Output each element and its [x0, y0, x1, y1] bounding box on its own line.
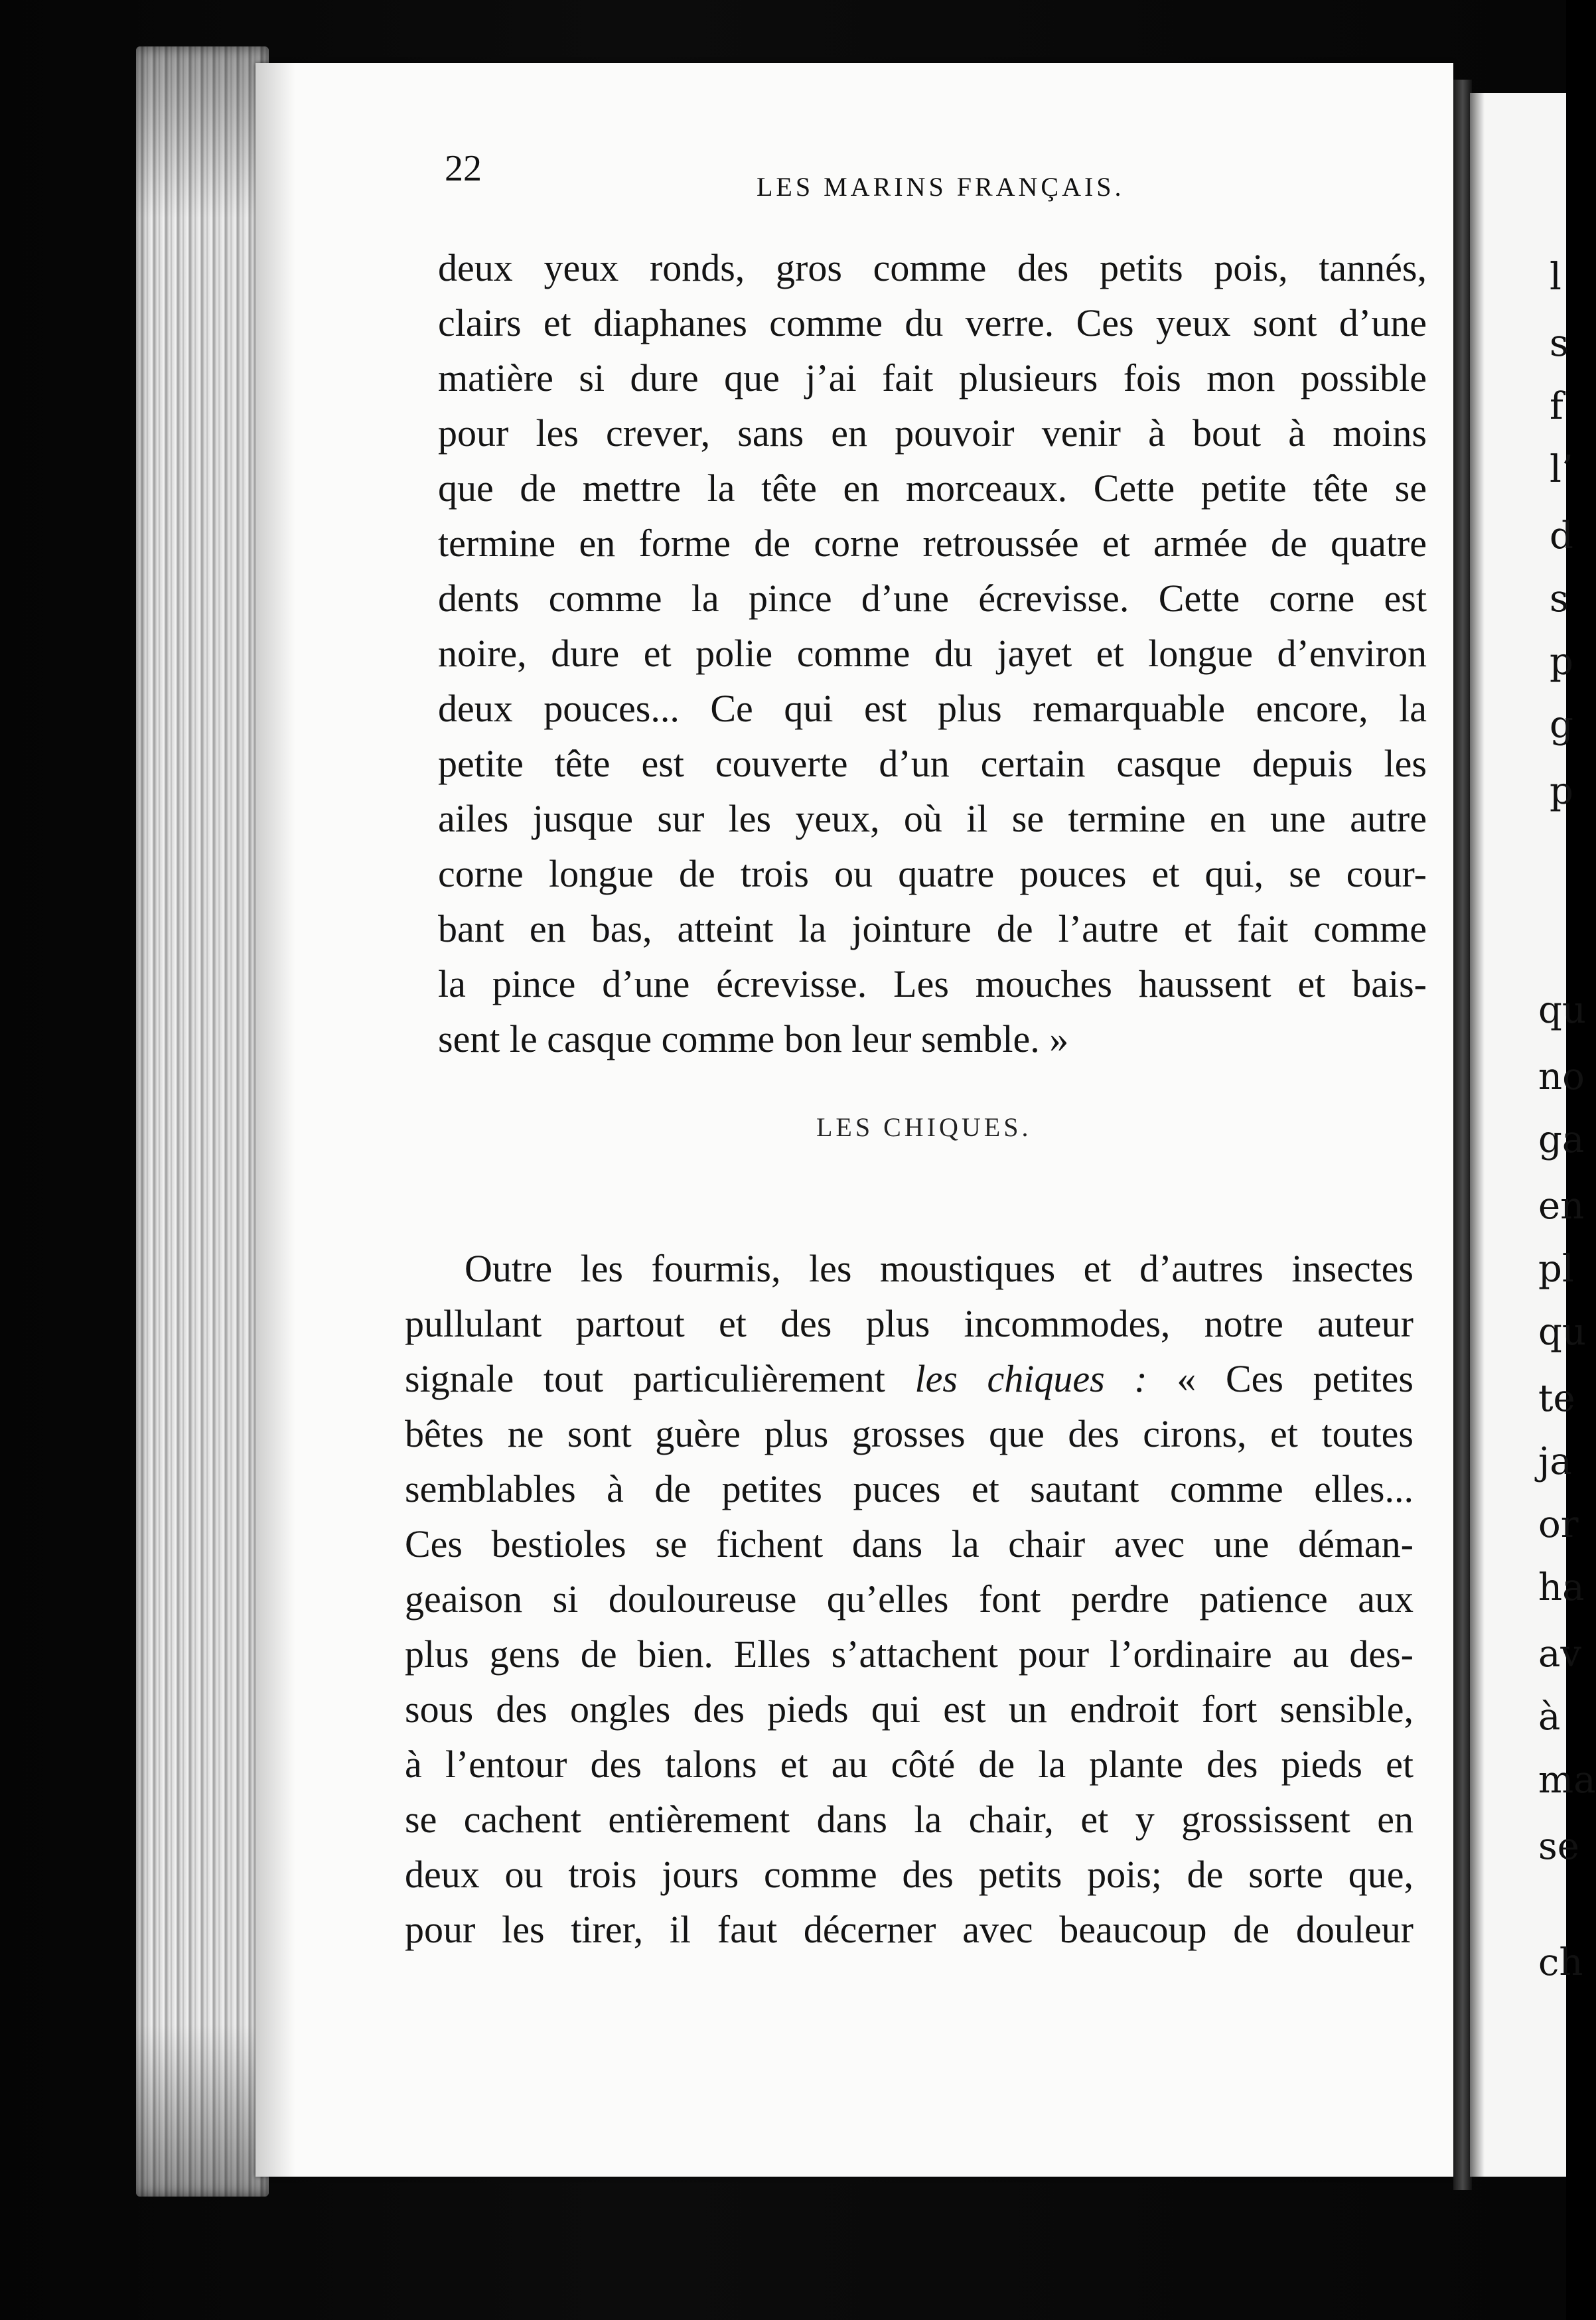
text-line: bant en bas, atteint la jointure de l’autre et fait comme — [438, 907, 1427, 950]
text-line: matière si dure que j’ai fait plusieurs fois mon possible — [438, 356, 1427, 399]
text-line: semblables à de petites puces et sautant comme elles... — [405, 1467, 1414, 1510]
book-gutter — [1453, 80, 1472, 2190]
paragraph-chiques — [405, 1241, 1414, 1957]
text-line: dents comme la pince d’une écrevisse. Cette corne est — [438, 577, 1427, 620]
text-line: ailes jusque sur les yeux, où il se termine en une autre — [438, 797, 1427, 840]
text-line: corne longue de trois ou quatre pouces et qui, se cour- — [438, 852, 1427, 895]
text-line: la pince d’une écrevisse. Les mouches haussent et bais- — [438, 962, 1427, 1005]
text-line: clairs et diaphanes comme du verre. Ces yeux sont d’une — [438, 301, 1427, 344]
text-line: pour les tirer, il faut décerner avec beaucoup de douleur — [405, 1908, 1414, 1951]
facing-page-fragment: l’ — [1550, 448, 1573, 491]
text-line: deux yeux ronds, gros comme des petits pois, tannés, — [438, 246, 1427, 289]
text-segment: « Ces petites — [1147, 1357, 1414, 1400]
text-line: termine en forme de corne retroussée et armée de quatre — [438, 522, 1427, 565]
running-title: LES MARINS FRANÇAIS. — [757, 172, 1125, 202]
text-line: que de mettre la tête en morceaux. Cette petite tête se — [438, 467, 1427, 510]
facing-page-fragment: d — [1550, 514, 1573, 557]
text-line: à l’entour des talons et au côté de la plante des pieds et — [405, 1743, 1414, 1786]
facing-page-fragment: s — [1550, 322, 1569, 365]
facing-page-fragment: ch — [1538, 1941, 1583, 1984]
text-line: pour les crever, sans en pouvoir venir à bout à moins — [438, 411, 1427, 455]
section-title: LES CHIQUES. — [816, 1112, 1032, 1142]
facing-page-fragment: s — [1550, 577, 1569, 620]
facing-page-fragment: ha — [1538, 1566, 1585, 1609]
facing-page-fragment: p — [1550, 640, 1573, 684]
facing-page-fragment: qu — [1538, 989, 1586, 1032]
text-line: Outre les fourmis, les moustiques et d’autres insectes — [465, 1247, 1414, 1290]
text-line: deux ou trois jours comme des petits pois; de sorte que, — [405, 1853, 1414, 1896]
text-line: noire, dure et polie comme du jayet et longue d’environ — [438, 632, 1427, 675]
facing-page-fragment: à — [1538, 1696, 1561, 1739]
paragraph-continuation — [438, 240, 1427, 1066]
facing-page-fragment: ja — [1538, 1440, 1572, 1483]
text-segment: signale tout particulièrement — [405, 1357, 915, 1400]
text-line: se cachent entièrement dans la chair, et y grossissent en — [405, 1798, 1414, 1841]
facing-page-fragment: av — [1538, 1632, 1582, 1676]
text-line: petite tête est couverte d’un certain casque depuis les — [438, 742, 1427, 785]
facing-page-fragment: qu — [1538, 1311, 1586, 1354]
book-page-edges — [136, 46, 269, 2197]
facing-page-fragment: p — [1550, 770, 1573, 813]
facing-page-fragment: te — [1538, 1377, 1575, 1420]
facing-page-fragment: no — [1538, 1055, 1585, 1098]
text-line: pullulant partout et des plus incommodes, notre auteur — [405, 1302, 1414, 1345]
facing-page-fragment: g — [1550, 703, 1573, 747]
facing-page-fragment: l — [1550, 255, 1561, 299]
facing-page-fragment: ma — [1538, 1759, 1596, 1802]
page-number: 22 — [445, 148, 482, 189]
text-line-with-italic — [405, 1351, 1414, 1406]
italic-term: les chiques : — [914, 1357, 1147, 1400]
text-line: geaison si douloureuse qu’elles font perdre patience aux — [405, 1577, 1414, 1621]
facing-page-fragment: ga — [1538, 1118, 1585, 1161]
facing-page-fragment: en — [1538, 1185, 1585, 1228]
text-line: plus gens de bien. Elles s’attachent pour l’ordinaire au des- — [405, 1632, 1414, 1676]
facing-page-fragment: or — [1538, 1503, 1579, 1546]
text-line: bêtes ne sont guère plus grosses que des cirons, et toutes — [405, 1412, 1414, 1455]
text-line: Ces bestioles se fichent dans la chair avec une déman- — [405, 1522, 1414, 1565]
text-line: deux pouces... Ce qui est plus remarquable encore, la — [438, 687, 1427, 730]
text-line: sent le casque comme bon leur semble. » — [438, 1017, 1069, 1060]
text-line: sous des ongles des pieds qui est un endroit fort sensible, — [405, 1688, 1414, 1731]
facing-page-fragment: f — [1550, 385, 1563, 428]
facing-page-fragment: pl — [1538, 1248, 1574, 1291]
facing-page-fragment: se — [1538, 1825, 1579, 1868]
